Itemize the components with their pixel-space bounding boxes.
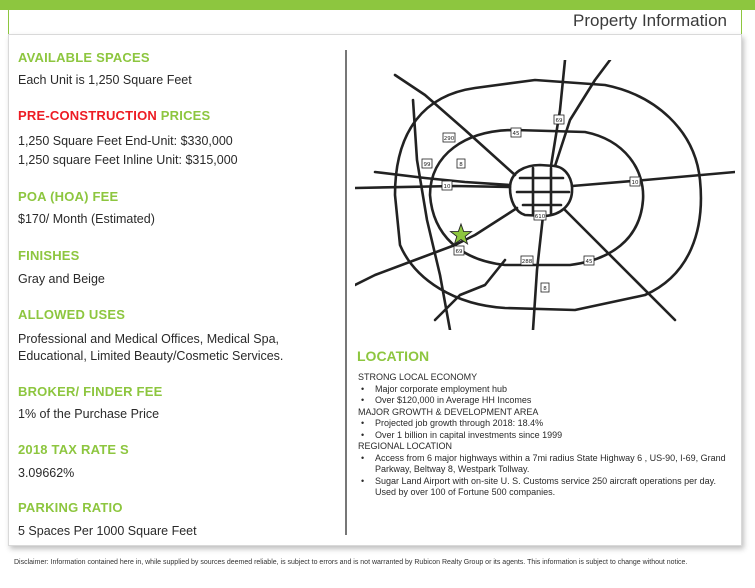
- shield-99-label: 99: [423, 162, 431, 168]
- growth-item: • Projected job growth through 2018: 18.4%: [358, 418, 738, 430]
- tollway-spur-road: [435, 260, 505, 320]
- shield-8-label: 8: [459, 162, 463, 168]
- hwy288-road: [533, 216, 543, 330]
- economy-item: • Over $120,000 in Average HH Incomes: [358, 395, 738, 407]
- regional-title: REGIONAL LOCATION: [358, 441, 453, 451]
- shield-8-icon: [457, 159, 465, 168]
- parking-ratio-heading: PARKING RATIO: [18, 500, 123, 515]
- economy-item: • Major corporate employment hub: [358, 384, 738, 396]
- available-spaces-heading: AVAILABLE SPACES: [18, 50, 150, 65]
- shield-69-label: 69: [555, 118, 563, 124]
- shield-10-west-icon: [442, 181, 452, 190]
- shield-99-icon: [422, 159, 432, 168]
- shield-69-south-label: 69: [455, 249, 463, 255]
- parking-ratio-text: 5 Spaces Per 1000 Square Feet: [18, 524, 197, 538]
- i10-road: [355, 172, 735, 188]
- finishes-heading: FINISHES: [18, 248, 80, 263]
- prices-heading-red: PRE-CONSTRUCTION: [18, 108, 157, 123]
- shield-288-label: 288: [521, 259, 533, 265]
- i69-north-road: [551, 60, 565, 166]
- disclaimer-text: Disclaimer: Information contained here in, while supplied by sources deemed reliable, is subject to errors and is not warranted by Rubicon Realty Group or its agents. This information is subject to change without notice.: [14, 559, 688, 566]
- allowed-uses-line-2: Educational, Limited Beauty/Cosmetic Services.: [18, 349, 284, 363]
- tax-rate-heading: 2018 TAX RATE S: [18, 442, 129, 457]
- growth-item: • Over 1 billion in capital investments since 1999: [358, 430, 738, 442]
- shield-8-south-icon: [541, 283, 549, 292]
- top-accent-bar: [0, 0, 755, 10]
- shield-45-label: 45: [512, 131, 520, 137]
- shield-10-east-icon: [630, 177, 640, 186]
- downtown-grid: [517, 168, 569, 214]
- finishes-text: Gray and Beige: [18, 272, 105, 286]
- shield-610-label: 610: [534, 214, 546, 220]
- shield-69-south-icon: [454, 246, 464, 255]
- broker-fee-heading: BROKER/ FINDER FEE: [18, 384, 163, 399]
- shield-290-icon: [443, 133, 455, 142]
- tax-rate-text: 3.09662%: [18, 466, 75, 480]
- allowed-uses-line-1: Professional and Medical Offices, Medical Spa,: [18, 332, 280, 346]
- page-title: Property Information: [572, 11, 727, 30]
- location-details: [358, 372, 738, 499]
- price-inline-unit: 1,250 square Feet Inline Unit: $315,000: [18, 153, 238, 167]
- allowed-uses-heading: ALLOWED USES: [18, 307, 126, 322]
- title-box: [8, 10, 742, 35]
- highway-map: [355, 60, 735, 330]
- regional-item: • Sugar Land Airport with on-site U. S. Customs service 250 aircraft operations per day. Used by over 100 of Fortune 500 companies.: [358, 476, 738, 499]
- broker-fee-text: 1% of the Purchase Price: [18, 407, 160, 421]
- prices-heading-green: PRICES: [156, 108, 211, 123]
- shield-290-label: 290: [443, 136, 455, 142]
- shield-45-south-label: 45: [585, 259, 593, 265]
- economy-title: STRONG LOCAL ECONOMY: [358, 372, 478, 382]
- poa-fee-text: $170/ Month (Estimated): [18, 212, 155, 226]
- available-spaces-text: Each Unit is 1,250 Square Feet: [18, 73, 192, 87]
- shield-10-west-label: 10: [443, 184, 451, 190]
- poa-fee-heading: POA (HOA) FEE: [18, 189, 119, 204]
- shield-45-icon: [511, 128, 521, 137]
- i45-south-road: [565, 210, 675, 320]
- shield-288-icon: [521, 256, 533, 265]
- growth-title: MAJOR GROWTH & DEVELOPMENT AREA: [358, 406, 539, 417]
- shield-10-east-label: 10: [631, 180, 639, 186]
- shield-8-south-label: 8: [543, 286, 547, 292]
- beltway-road: [430, 130, 643, 265]
- price-end-unit: 1,250 Square Feet End-Unit: $330,000: [18, 134, 233, 148]
- shield-610-icon: [534, 211, 546, 220]
- regional-item: • Access from 6 major highways within a 7mi radius State Highway 6 , US-90, I-69, Grand Parkway, Beltway 8, Westpark Tollway.: [358, 453, 738, 476]
- location-heading: LOCATION: [357, 348, 430, 364]
- column-divider: [345, 50, 347, 535]
- shield-69-icon: [554, 115, 564, 124]
- prices-heading: [18, 108, 210, 123]
- inner-loop-road: [510, 165, 572, 216]
- shield-45-south-icon: [584, 256, 594, 265]
